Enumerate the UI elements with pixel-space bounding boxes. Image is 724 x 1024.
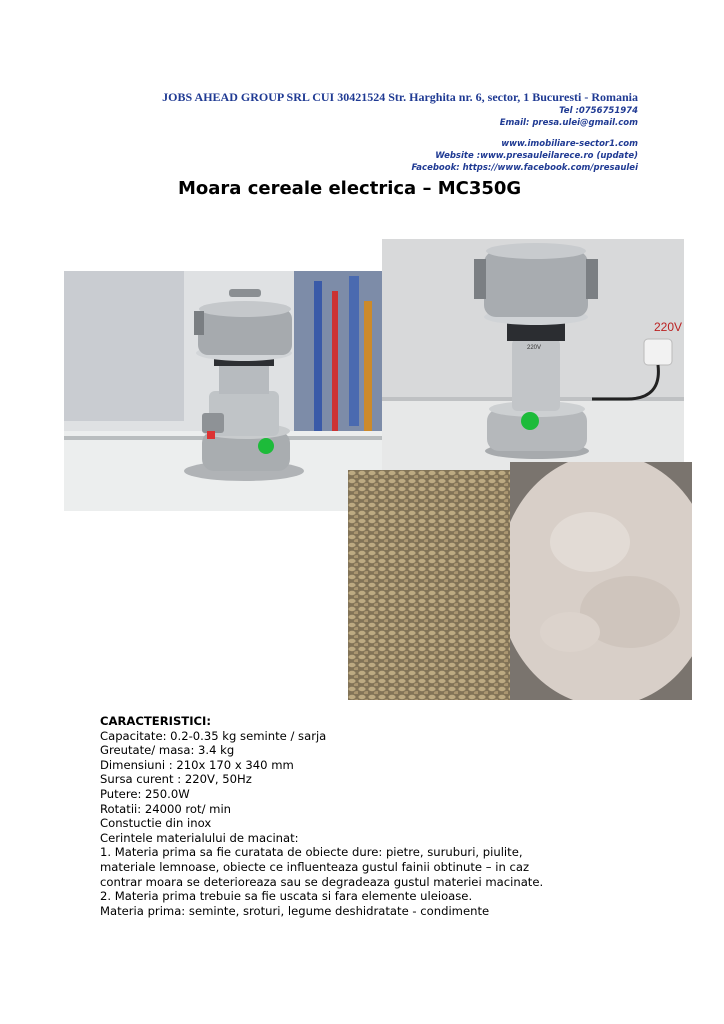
letterhead	[162, 90, 638, 174]
photo-grinder-desk	[64, 271, 382, 511]
wheat-grains-image	[348, 470, 510, 700]
photo-flour	[510, 462, 692, 700]
photo-grinder-shelf	[382, 239, 684, 470]
grinder-desk-image	[64, 271, 382, 511]
spec-line: Sursa curent : 220V, 50Hz	[100, 772, 252, 787]
website-line-1: www.imobiliare-sector1.com	[501, 139, 638, 149]
website-line-2: Website :www.presauleilarece.ro (update)	[435, 151, 638, 161]
spec-line: Materia prima: seminte, sroturi, legume deshidratate - condimente	[100, 903, 490, 918]
phone-line: Tel :0756751974	[559, 106, 638, 116]
specifications	[100, 714, 543, 918]
specs-heading: CARACTERISTICI:	[100, 714, 211, 728]
spec-line: 2. Materia prima trebuie sa fie uscata si fara elemente uleioase.	[100, 889, 473, 904]
email-line: Email: presa.ulei@gmail.com	[499, 118, 638, 128]
voltage-sticker-text: 220V	[654, 320, 683, 334]
page-title: Moara cereale electrica – MC350G	[178, 178, 522, 199]
spec-line: Constuctie din inox	[100, 816, 212, 831]
machine-label: 220V	[527, 345, 542, 351]
spec-line: contrar moara se deterioreaza sau se degradeaza gustul materiei macinate.	[100, 874, 544, 889]
grinder-shelf-image	[382, 239, 684, 470]
spec-line: materiale lemnoase, obiecte ce influenteaza gustul fainii obtinute – in caz	[100, 859, 530, 874]
spec-line: Capacitate: 0.2-0.35 kg seminte / sarja	[100, 728, 327, 743]
facebook-line: Facebook: https://www.facebook.com/presaulei	[411, 163, 638, 173]
photo-wheat-grains	[348, 470, 510, 700]
spec-line: Rotatii: 24000 rot/ min	[100, 801, 232, 816]
company-line: JOBS AHEAD GROUP SRL CUI 30421524 Str. Harghita nr. 6, sector, 1 Bucuresti - Romania	[162, 90, 638, 104]
spec-line: Cerintele materialului de macinat:	[100, 830, 299, 845]
spec-line: Greutate/ masa: 3.4 kg	[100, 743, 235, 758]
spec-line: Putere: 250.0W	[100, 786, 190, 801]
spec-line: Dimensiuni : 210x 170 x 340 mm	[100, 757, 294, 772]
spec-line: 1. Materia prima sa fie curatata de obiecte dure: pietre, suruburi, piulite,	[100, 845, 523, 860]
flour-image	[510, 462, 692, 700]
